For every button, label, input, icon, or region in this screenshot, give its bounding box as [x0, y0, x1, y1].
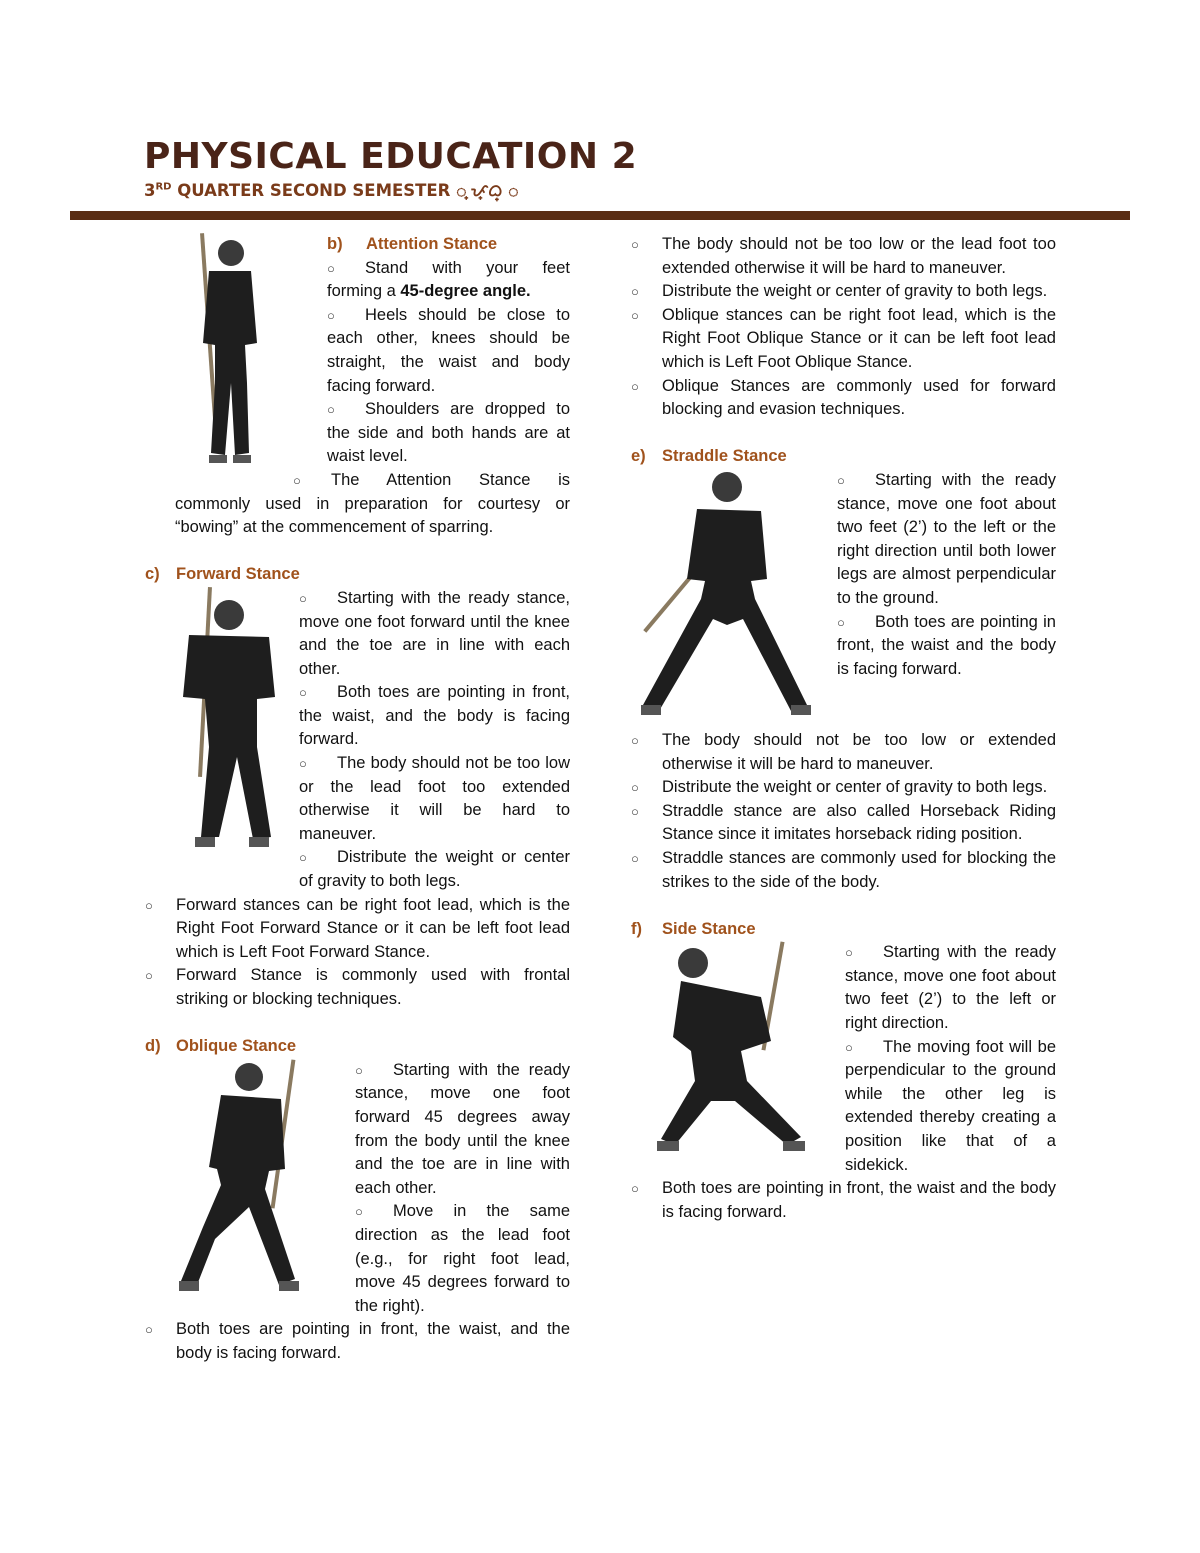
oblique-stance-figure	[145, 1059, 315, 1303]
attention-point-2: ○ Heels should be close to each other, knees should be straight, the waist and body facing forward.	[327, 305, 570, 395]
list-item: ○ Straddle stances are commonly used for blocking the strikes to the side of the body.	[631, 848, 1056, 891]
list-item: ○ The body should not be too low or the lead foot too extended otherwise it will be hard to maneuver.	[631, 235, 1056, 277]
header-divider	[70, 211, 1130, 220]
bullet-icon: ○	[631, 284, 639, 300]
straddle-point-1: ○ Starting with the ready stance, move one foot about two feet (2’) to the left or the right direction until both lower legs are almost perpendicular to the ground.	[837, 470, 1056, 607]
straddle-point-2: ○ Both toes are pointing in front, the waist and the body is facing forward.	[837, 612, 1056, 678]
list-item: ○ Distribute the weight or center of gravity to both legs.	[631, 280, 1056, 304]
side-stance-heading	[631, 918, 1056, 942]
right-column	[631, 233, 1056, 1224]
bullet-icon: ○	[631, 850, 639, 866]
section-straddle-stance	[631, 445, 1056, 894]
section-letter: c)	[145, 565, 160, 584]
bullet-icon: ○	[299, 756, 307, 772]
oblique-stance-heading	[145, 1035, 570, 1059]
section-title: Forward Stance	[176, 565, 300, 584]
oblique-stance-photo	[145, 1059, 355, 1303]
forward-point-2: ○ Both toes are pointing in front, the waist, and the body is facing forward.	[299, 683, 570, 749]
section-letter: d)	[145, 1037, 161, 1056]
straddle-stance-heading	[631, 445, 1056, 469]
forward-stance-heading	[145, 563, 570, 587]
subtitle-ordinal-suffix: RD	[155, 181, 172, 193]
bullet-icon: ○	[299, 850, 307, 866]
oblique-list	[145, 1318, 570, 1365]
oblique-point-1: ○ Starting with the ready stance, move one foot forward 45 degrees away from the body until the knee and the toe are in line with each other.	[355, 1060, 570, 1197]
section-oblique-stance	[145, 1035, 570, 1365]
forward-point-1: ○ Starting with the ready stance, move one foot forward until the knee and the toe are in line with each other.	[299, 588, 570, 678]
subtitle-text: QUARTER SECOND SEMESTER ᜀ ᜔ᜉ᜔ᜊ᜔ ᜀ	[171, 181, 519, 200]
section-forward-stance	[145, 563, 570, 1011]
section-letter: e)	[631, 447, 646, 466]
list-item: ○ Straddle stance are also called Horseback Riding Stance since it imitates horseback riding position.	[631, 801, 1056, 844]
bullet-icon: ○	[327, 402, 335, 418]
bullet-icon: ○	[631, 307, 639, 323]
section-side-stance	[631, 918, 1056, 1225]
section-letter: f)	[631, 919, 642, 938]
section-title: Straddle Stance	[662, 447, 787, 466]
list-item: ○ Both toes are pointing in front, the waist, and the body is facing forward.	[145, 1320, 570, 1362]
bullet-icon: ○	[145, 897, 153, 913]
forward-stance-figure	[145, 587, 285, 871]
oblique-list-continued	[631, 233, 1056, 422]
attention-stance-figure	[179, 233, 279, 467]
side-stance-figure	[631, 941, 831, 1161]
bullet-icon: ○	[845, 945, 853, 961]
straddle-stance-figure	[631, 469, 821, 729]
bullet-icon: ○	[145, 1322, 153, 1338]
bullet-icon: ○	[631, 732, 639, 748]
bullet-icon: ○	[299, 590, 307, 606]
left-column	[145, 233, 570, 1366]
straddle-stance-photo	[631, 469, 837, 729]
bullet-icon: ○	[631, 803, 639, 819]
page-title: PHYSICAL EDUCATION 2	[144, 136, 638, 177]
bullet-icon: ○	[145, 968, 153, 984]
list-item: ○ Forward Stance is commonly used with frontal striking or blocking techniques.	[145, 966, 570, 1008]
section-title: Oblique Stance	[176, 1037, 297, 1056]
bullet-icon: ○	[845, 1039, 853, 1055]
bullet-icon: ○	[355, 1204, 363, 1220]
forward-point-3: ○ The body should not be too low or the lead foot too extended otherwise it will be hard to maneuver.	[299, 754, 570, 843]
list-item: ○ Forward stances can be right foot lead, which is the Right Foot Forward Stance or it can be left foot lead which is Left Foot Forward Stance.	[145, 895, 570, 961]
bullet-icon: ○	[837, 472, 845, 488]
attention-point-1: ○ Stand with your feet forming a 45-degree angle.	[327, 258, 570, 301]
attention-stance-heading	[327, 233, 570, 257]
section-attention-stance	[145, 233, 570, 540]
bullet-icon: ○	[299, 685, 307, 701]
bullet-icon: ○	[355, 1062, 363, 1078]
bullet-icon: ○	[837, 614, 845, 630]
bullet-icon: ○	[293, 472, 301, 488]
side-list	[631, 1177, 1056, 1224]
section-title: Attention Stance	[366, 235, 498, 253]
attention-point-3: ○ Shoulders are dropped to the side and both hands are at waist level.	[327, 400, 570, 466]
subtitle-ordinal: 3	[144, 181, 156, 200]
bullet-icon: ○	[631, 780, 639, 796]
list-item: ○ Oblique stances can be right foot lead, which is the Right Foot Oblique Stance or it can be left foot lead which is Left Foot Oblique Stance.	[631, 305, 1056, 371]
side-point-1: ○ Starting with the ready stance, move one foot about two feet (2’) to the left or right direction.	[845, 943, 1056, 1033]
side-point-2: ○ The moving foot will be perpendicular to the ground while the other leg is extended thereby creating a position like that of a sidekick.	[845, 1037, 1056, 1174]
page-subtitle	[144, 178, 518, 205]
section-title: Side Stance	[662, 919, 756, 938]
list-item: ○ Distribute the weight or center of gravity to both legs.	[631, 776, 1056, 800]
list-item: ○ The body should not be too low or extended otherwise it will be hard to maneuver.	[631, 730, 1056, 773]
bullet-icon: ○	[631, 237, 639, 252]
forward-list	[145, 894, 570, 1012]
side-stance-photo	[631, 941, 845, 1177]
bullet-icon: ○	[327, 260, 335, 276]
attention-stance-photo	[179, 233, 327, 467]
attention-point-4: ○ The Attention Stance is commonly used in preparation for courtesy or “bowing” at the commencement of sparring.	[175, 470, 570, 537]
list-item: ○ Both toes are pointing in front, the waist and the body is facing forward.	[631, 1179, 1056, 1221]
bullet-icon: ○	[631, 378, 639, 394]
section-letter: b)	[327, 235, 343, 253]
bullet-icon: ○	[327, 307, 335, 323]
straddle-list	[631, 729, 1056, 894]
list-item: ○ Oblique Stances are commonly used for forward blocking and evasion techniques.	[631, 376, 1056, 419]
forward-stance-photo	[145, 587, 299, 871]
forward-point-4: ○ Distribute the weight or center of gravity to both legs.	[299, 848, 570, 891]
bullet-icon: ○	[631, 1181, 639, 1197]
oblique-point-2: ○ Move in the same direction as the lead foot (e.g., for right foot lead, move 45 degrees forward to the right).	[355, 1202, 570, 1315]
